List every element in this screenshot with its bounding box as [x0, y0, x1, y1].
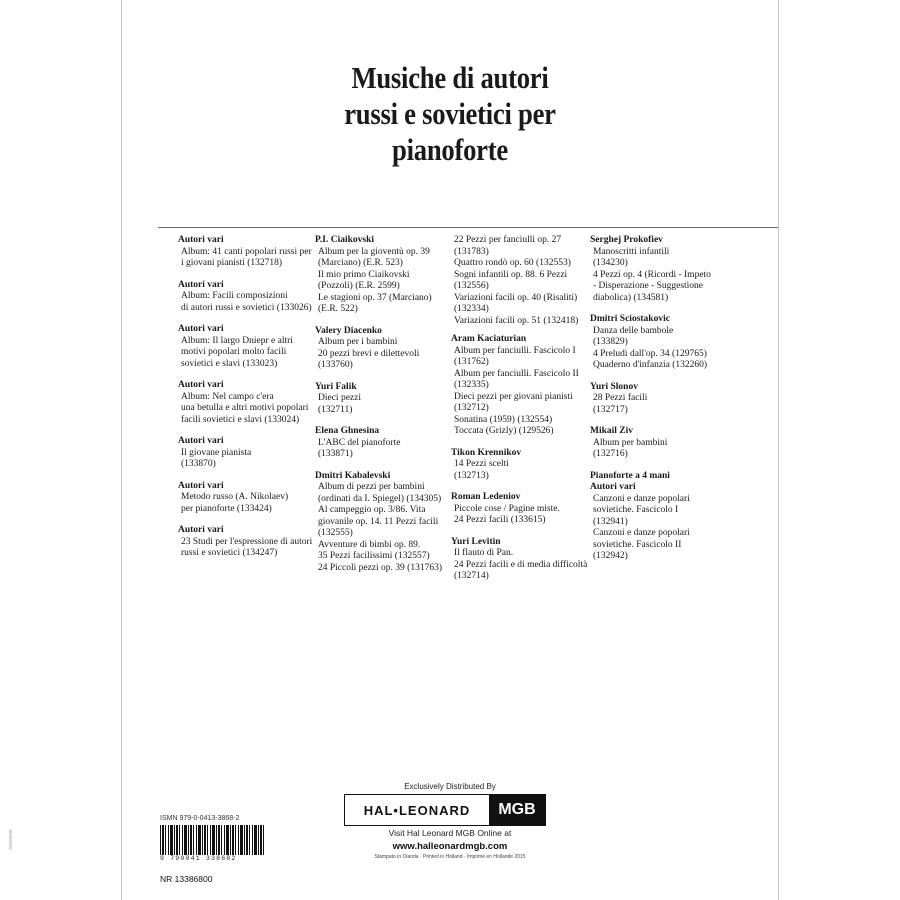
work-line: sovietiche. Fascicolo I — [593, 505, 679, 515]
composer-heading: Autori vari — [178, 380, 224, 390]
work-line: Album di pezzi per bambini — [318, 482, 425, 492]
page-edge-right — [778, 0, 779, 900]
catalog-column-2 — [315, 235, 445, 584]
composer-heading: Autori vari — [178, 525, 224, 535]
title-line: russi e sovietici per — [344, 96, 556, 131]
title-line: pianoforte — [392, 132, 508, 167]
work-line: Album per fanciulli. Fascicolo I — [454, 345, 576, 356]
work-line: Album per i bambini — [318, 337, 398, 347]
catalog-entry — [590, 314, 730, 372]
catalog-entry — [451, 448, 591, 483]
work-line: Al campeggio op. 3/86. Vita — [318, 505, 426, 515]
work-line: 24 Pezzi facili (133615) — [454, 515, 546, 525]
work-line: (132713) — [454, 470, 489, 481]
catalog-entry — [315, 326, 445, 372]
work-line: (131783) — [454, 246, 489, 257]
work-line: (Pozzoli) (E.R. 2599) — [318, 281, 400, 291]
catalog-entry — [451, 235, 591, 327]
visit-text: Visit Hal Leonard MGB Online at — [388, 828, 512, 838]
catalog-entry — [590, 382, 730, 417]
composer-heading: Elena Ghnesina — [315, 426, 380, 436]
work-line: giovanile op. 14. 11 Pezzi facili — [318, 516, 439, 527]
work-line: Avventure di bimbi op. 89. — [318, 539, 421, 550]
catalog-entry — [315, 471, 445, 575]
work-line: diabolica) (134581) — [593, 292, 669, 303]
work-line: 24 Pezzi facili e di media difficoltà — [454, 559, 588, 570]
catalog-entry — [451, 537, 591, 583]
catalog-entry — [590, 235, 730, 304]
work-line: 14 Pezzi scelti — [454, 459, 509, 469]
composer-heading: Autori vari — [178, 480, 224, 491]
composer-heading: Valery Diacenko — [315, 325, 382, 336]
work-line: (132716) — [593, 449, 628, 459]
work-line: Manoscritti infantili — [593, 246, 670, 257]
catalog-number: NR 13386800 — [160, 874, 213, 884]
work-line: Album: Facili composizioni — [181, 291, 288, 301]
work-line: Il flauto di Pan. — [454, 548, 514, 558]
work-line: (132335) — [454, 380, 489, 390]
work-line: Album per la gioventù op. 39 — [318, 246, 430, 257]
work-line: 24 Piccoli pezzi op. 39 (131763) — [318, 562, 443, 573]
work-line: Piccole cose / Pagine miste. — [454, 503, 560, 514]
composer-heading: Autori vari — [178, 324, 224, 334]
catalog-entry — [178, 324, 308, 370]
work-line: 28 Pezzi facili — [593, 393, 648, 403]
composer-heading: Yuri Levitin — [451, 536, 501, 547]
work-line: facili sovietici e slavi (133024) — [181, 414, 300, 425]
logo-hal-leonard: HAL•LEONARD — [345, 795, 489, 825]
work-line: 22 Pezzi per fanciulli op. 27 — [454, 235, 562, 245]
catalog-entry — [451, 334, 591, 438]
work-line: Quattro rondò op. 60 (132553) — [454, 258, 571, 268]
composer-heading: Autori vari — [178, 279, 224, 290]
work-line: per pianoforte (133424) — [181, 503, 272, 514]
work-line: Variazioni facili op. 40 (Risaliti) — [454, 292, 578, 303]
title-line: Musiche di autori — [351, 60, 549, 95]
work-line: Canzoni e danze popolari — [593, 528, 690, 538]
catalog-entry — [178, 279, 312, 315]
work-line: (132941) — [593, 516, 628, 527]
work-line: (131762) — [454, 357, 489, 367]
catalog-column-3 — [451, 235, 591, 593]
composer-subheading: Autori vari — [590, 482, 636, 492]
work-line: 35 Pezzi facilissimi (132557) — [318, 551, 430, 561]
work-line: (134230) — [593, 258, 628, 268]
work-line: 4 Preludi dall'op. 34 (129765) — [593, 348, 707, 359]
composer-heading: Autori vari — [178, 436, 224, 446]
work-line: di autori russi e sovietici (133026) — [181, 302, 312, 313]
work-line: Album: 41 canti popolari russi per — [181, 246, 312, 257]
catalog-entry — [590, 471, 730, 563]
composer-heading: Mikail Ziv — [590, 426, 634, 436]
catalog-column-4 — [590, 235, 730, 573]
work-line: una betulla e altri motivi popolari — [181, 403, 309, 413]
composer-heading: Aram Kaciaturian — [451, 334, 527, 344]
barcode — [160, 825, 264, 855]
work-line: (132717) — [593, 404, 628, 415]
work-line: sovietiche. Fascicolo II — [593, 539, 682, 550]
work-line: Album: Il largo Dniepr e altri — [181, 335, 293, 346]
composer-heading: Dmitri Sciostakovic — [590, 314, 670, 324]
work-line: (133870) — [181, 459, 216, 469]
catalog-entry — [178, 525, 313, 560]
work-line: (133871) — [318, 449, 353, 459]
catalog-entry — [315, 426, 445, 461]
catalog-entry — [178, 481, 308, 516]
work-line: motivi popolari molto facili — [181, 347, 287, 357]
composer-heading: Yuri Falik — [315, 381, 357, 392]
work-line: (132711) — [318, 404, 353, 415]
work-line: Sonatina (1959) (132554) — [454, 414, 553, 425]
work-line: - Disperazione - Suggestione — [593, 281, 704, 291]
work-line: Dieci pezzi per giovani pianisti — [454, 391, 573, 402]
composer-heading: Serghej Prokofiev — [590, 235, 663, 245]
work-line: (132556) — [454, 281, 489, 291]
catalog-entry — [315, 382, 445, 417]
catalog-entry — [178, 380, 308, 426]
work-line: (133829) — [593, 337, 628, 347]
work-line: i giovani pianisti (132718) — [181, 258, 283, 268]
work-line: (132714) — [454, 571, 489, 581]
logo-mgb: MGB — [489, 795, 545, 825]
work-line: (132334) — [454, 304, 489, 314]
page-title — [168, 60, 732, 168]
work-line: (133760) — [318, 360, 353, 370]
catalog-entry — [590, 426, 730, 461]
work-line: (132942) — [593, 551, 628, 561]
distributor-label: Exclusively Distributed By — [404, 782, 496, 791]
composer-heading: Dmitri Kabalevski — [315, 470, 391, 481]
work-line: Dieci pezzi — [318, 393, 361, 403]
catalog-entry — [178, 436, 308, 471]
work-line: russi e sovietici (134247) — [181, 548, 278, 558]
work-line: Toccata (Grizly) (129526) — [454, 426, 554, 436]
work-line: 23 Studi per l'espressione di autori — [181, 536, 313, 547]
work-line: Album per fanciulli. Fascicolo II — [454, 368, 579, 379]
work-line: 20 pezzi brevi e dilettevoli — [318, 348, 420, 359]
work-line: Sogni infantili op. 88. 6 Pezzi — [454, 269, 568, 280]
hal-leonard-mgb-logo — [344, 794, 546, 826]
composer-heading: P.I. Ciaikovski — [315, 235, 375, 245]
catalog-entry — [315, 235, 445, 316]
barcode-digits: 9 790041 338682 — [160, 855, 237, 862]
work-line: Canzoni e danze popolari — [593, 493, 690, 504]
catalog-entry — [451, 492, 591, 527]
work-line: Il mio primo Ciaikovski — [318, 269, 410, 280]
catalog-entry — [178, 235, 312, 270]
composer-heading: Roman Ledeniov — [451, 492, 521, 502]
work-line: Album: Nel campo c'era — [181, 391, 274, 402]
side-code: A0030090 — [8, 829, 13, 850]
catalog-column-1 — [178, 235, 313, 570]
ismn-label: ISMN 979-0-0413-3868-2 — [160, 815, 240, 822]
work-line: (ordinati da I. Spiegel) (134305) — [318, 493, 442, 504]
work-line: (E.R. 522) — [318, 304, 358, 314]
work-line: Album per bambini — [593, 437, 668, 448]
divider — [158, 227, 778, 228]
work-line: sovietici e slavi (133023) — [181, 358, 278, 369]
work-line: L'ABC del pianoforte — [318, 437, 401, 448]
composer-heading: Tikon Krennikov — [451, 447, 522, 458]
composer-heading: Pianoforte a 4 mani — [590, 470, 670, 481]
work-line: Danza delle bambole — [593, 325, 674, 336]
website-url: www.halleonardmgb.com — [392, 841, 508, 852]
work-line: 4 Pezzi op. 4 (Ricordi - Impeto — [593, 269, 711, 280]
back-cover — [122, 0, 778, 900]
work-line: (132712) — [454, 403, 489, 413]
printed-in-text: Stampato in Olanda · Printed in Holland · Imprimé en Hollande 2015 — [374, 854, 526, 860]
work-line: Le stagioni op. 37 (Marciano) — [318, 292, 432, 303]
work-line: Metodo russo (A. Nikolaev) — [181, 492, 289, 502]
work-line: Quaderno d'infanzia (132260) — [593, 360, 708, 370]
work-line: (Marciano) (E.R. 523) — [318, 258, 403, 268]
composer-heading: Autori vari — [178, 235, 224, 245]
work-line: Il giovane pianista — [181, 447, 252, 458]
composer-heading: Yuri Slonov — [590, 381, 638, 392]
work-line: Variazioni facili op. 51 (132418) — [454, 315, 579, 326]
work-line: (132555) — [318, 528, 353, 538]
